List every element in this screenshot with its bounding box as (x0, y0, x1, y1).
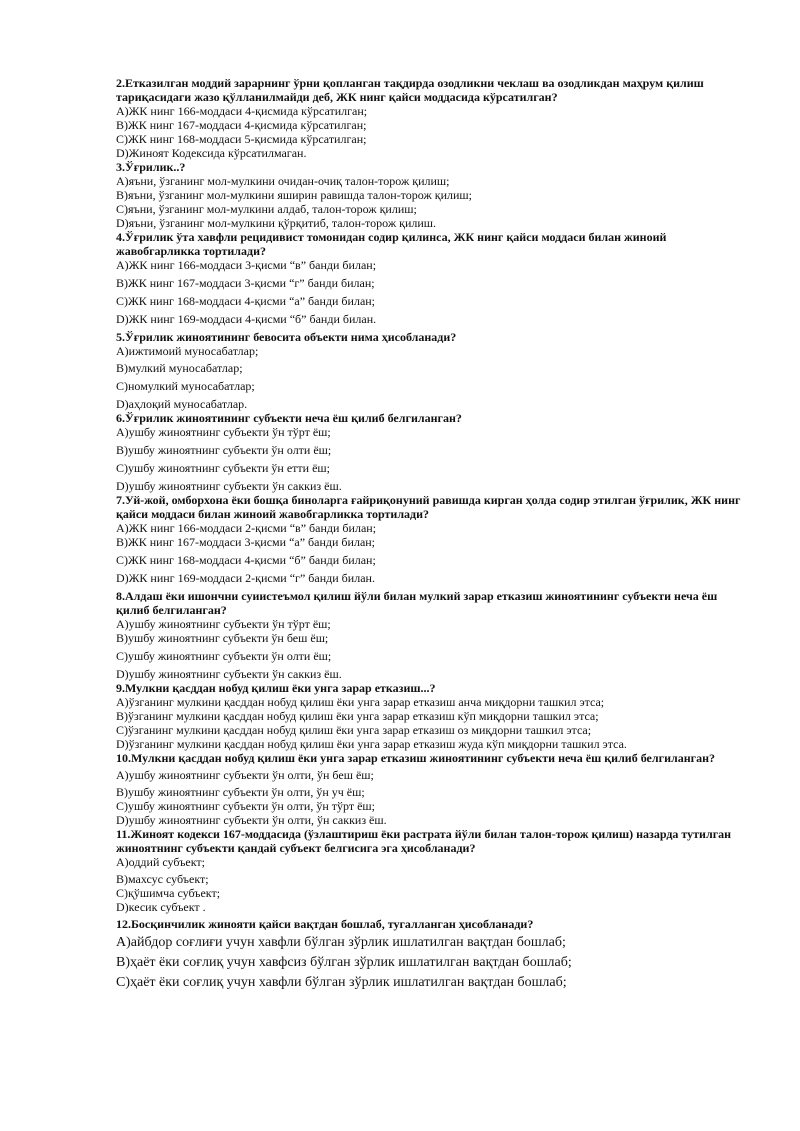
question-title: 8.Алдаш ёки ишончни суиистеъмол қилиш йўли билан мулкий зарар етказиш жиноятининг субъекти неча ёш қилиб белгиланган? (116, 589, 718, 617)
answer-option: D)ЖК нинг 169-моддаси 2-қисми “г” банди билан. (116, 571, 375, 585)
answer-option: В)ушбу жиноятнинг субъекти ўн олти ёш; (116, 443, 332, 457)
answer-option: С)ЖК нинг 168-моддаси 4-қисми “б” банди билан; (116, 553, 376, 567)
answer-option: А)ЖК нинг 166-моддаси 3-қисми “в” банди билан; (116, 258, 377, 272)
answer-option: D)яъни, ўзганинг мол-мулкини қўрқитиб, талон-торож қилиш. (116, 216, 437, 230)
question-title: 4.Ўғрилик ўта хавфли рецидивист томонидан содир қилинса, ЖК нинг қайси моддаси билан жиноий жавобгарликка тортилади? (116, 230, 667, 258)
answer-option: А)яъни, ўзганинг мол-мулкини очидан-очиқ талон-торож қилиш; (116, 174, 450, 188)
answer-option: С)яъни, ўзганинг мол-мулкини алдаб, талон-торож қилиш; (116, 202, 417, 216)
answer-option: А)айбдор соғлиғи учун хавфли бўлган зўрлик ишлатилган вақтдан бошлаб; (116, 935, 566, 950)
answer-option: D)ушбу жиноятнинг субъекти ўн олти, ўн саккиз ёш. (116, 813, 387, 827)
question-block (116, 681, 752, 751)
question-block (116, 160, 752, 230)
answer-option: D)ушбу жиноятнинг субъекти ўн саккиз ёш. (116, 667, 342, 681)
answer-option: С)ЖК нинг 168-моддаси 4-қисми “а” банди билан; (116, 294, 376, 308)
answer-option: В)ЖК нинг 167-моддаси 3-қисми “а” банди билан; (116, 535, 376, 549)
answer-option: С)ушбу жиноятнинг субъекти ўн етти ёш; (116, 461, 330, 475)
question-block (116, 917, 752, 991)
answer-option: А)ЖК нинг 166-моддаси 2-қисми “в” банди билан; (116, 521, 377, 535)
answer-option: А)ўзганинг мулкини қасддан нобуд қилиш ёки унга зарар етказиш анча миқдорни ташкил этса; (116, 695, 605, 709)
question-block (116, 230, 752, 326)
question-block (116, 827, 752, 914)
answer-option: А)ЖК нинг 166-моддаси 4-қисмида кўрсатилган; (116, 104, 368, 118)
answer-option: В)мулкий муносабатлар; (116, 361, 243, 375)
answer-option: D)Жиноят Кодексида кўрсатилмаган. (116, 146, 307, 160)
answer-option: В)ЖК нинг 167-моддаси 3-қисми “г” банди билан; (116, 276, 375, 290)
question-title: 10.Мулкни қасддан нобуд қилиш ёки унга зарар етказиш жиноятининг субъекти неча ёш қилиб белгиланган? (116, 751, 715, 765)
answer-option: D)ушбу жиноятнинг субъекти ўн саккиз ёш. (116, 479, 342, 493)
answer-option: В)ушбу жиноятнинг субъекти ўн олти, ўн уч ёш; (116, 785, 365, 799)
answer-option: С)ушбу жиноятнинг субъекти ўн олти ёш; (116, 649, 332, 663)
answer-option: С)ҳаёт ёки соғлиқ учун хавфли бўлган зўрлик ишлатилган вақтдан бошлаб; (116, 975, 567, 990)
answer-option: С)ўзганинг мулкини қасддан нобуд қилиш ёки унга зарар етказиш оз миқдорни ташкил этса; (116, 723, 592, 737)
question-title: 12.Босқинчилик жинояти қайси вақтдан бошлаб, тугалланган ҳисобланади? (116, 917, 534, 931)
question-title: 9.Мулкни қасддан нобуд қилиш ёки унга зарар етказиш...? (116, 681, 436, 695)
question-block (116, 751, 752, 827)
answer-option: D)ЖК нинг 169-моддаси 4-қисми “б” банди билан. (116, 312, 377, 326)
document-page (116, 76, 752, 991)
question-block (116, 76, 752, 160)
answer-option: А)ушбу жиноятнинг субъекти ўн тўрт ёш; (116, 617, 331, 631)
answer-option: А)ушбу жиноятнинг субъекти ўн олти, ўн беш ёш; (116, 768, 374, 782)
question-block (116, 589, 752, 681)
question-block (116, 411, 752, 493)
answer-option: А)оддий субъект; (116, 855, 205, 869)
question-block (116, 330, 752, 411)
answer-option: А)ушбу жиноятнинг субъекти ўн тўрт ёш; (116, 425, 331, 439)
question-title: 7.Уй-жой, омборхона ёки бошқа биноларга ғайриқонуний равишда кирган ҳолда содир этилган ўғрилик, ЖК нинг қайси моддаси билан жиноий жавобгарликка тортилади? (116, 493, 741, 521)
question-title: 6.Ўғрилик жиноятининг субъекти неча ёш қилиб белгиланган? (116, 411, 462, 425)
answer-option: С)қўшимча субъект; (116, 886, 221, 900)
answer-option: В)махсус субъект; (116, 872, 209, 886)
answer-option: D)аҳлоқий муносабатлар. (116, 397, 248, 411)
answer-option: С)ушбу жиноятнинг субъекти ўн олти, ўн тўрт ёш; (116, 799, 376, 813)
answer-option: В)ҳаёт ёки соғлиқ учун хавфсиз бўлган зўрлик ишлатилган вақтдан бошлаб; (116, 955, 572, 970)
answer-option: D)ўзганинг мулкини қасддан нобуд қилиш ёки унга зарар етказиш жуда кўп миқдорни ташкил этса. (116, 737, 627, 751)
answer-option: В)ушбу жиноятнинг субъекти ўн беш ёш; (116, 631, 329, 645)
answer-option: В)ўзганинг мулкини қасддан нобуд қилиш ёки унга зарар етказиш кўп миқдорни ташкил этса; (116, 709, 599, 723)
question-title: 11.Жиноят кодекси 167-моддасида (ўзлаштириш ёки растрата йўли билан талон-торож қилиш) назарда тутилган жиноятнинг субъекти қандай субъект белгисига эга ҳисобланади? (116, 827, 732, 855)
answer-option: D)кесик субъект . (116, 900, 206, 914)
answer-option: С)ЖК нинг 168-моддаси 5-қисмида кўрсатилган; (116, 132, 367, 146)
question-title: 2.Етказилган моддий зарарнинг ўрни қопланган тақдирда озодликни чеклаш ва озодликдан маҳрум қилиш тариқасидаги жазо қўлланилмайди деб, ЖК нинг қайси моддасида кўрсатилган? (116, 76, 704, 104)
question-block (116, 493, 752, 585)
answer-option: В)яъни, ўзганинг мол-мулкини яширин равишда талон-торож қилиш; (116, 188, 472, 202)
question-title: 5.Ўғрилик жиноятининг бевосита объекти нима ҳисобланади? (116, 330, 457, 344)
question-title: 3.Ўғрилик..? (116, 160, 186, 174)
answer-option: В)ЖК нинг 167-моддаси 4-қисмида кўрсатилган; (116, 118, 367, 132)
answer-option: С)номулкий муносабатлар; (116, 379, 255, 393)
answer-option: А)ижтимоий муносабатлар; (116, 344, 259, 358)
